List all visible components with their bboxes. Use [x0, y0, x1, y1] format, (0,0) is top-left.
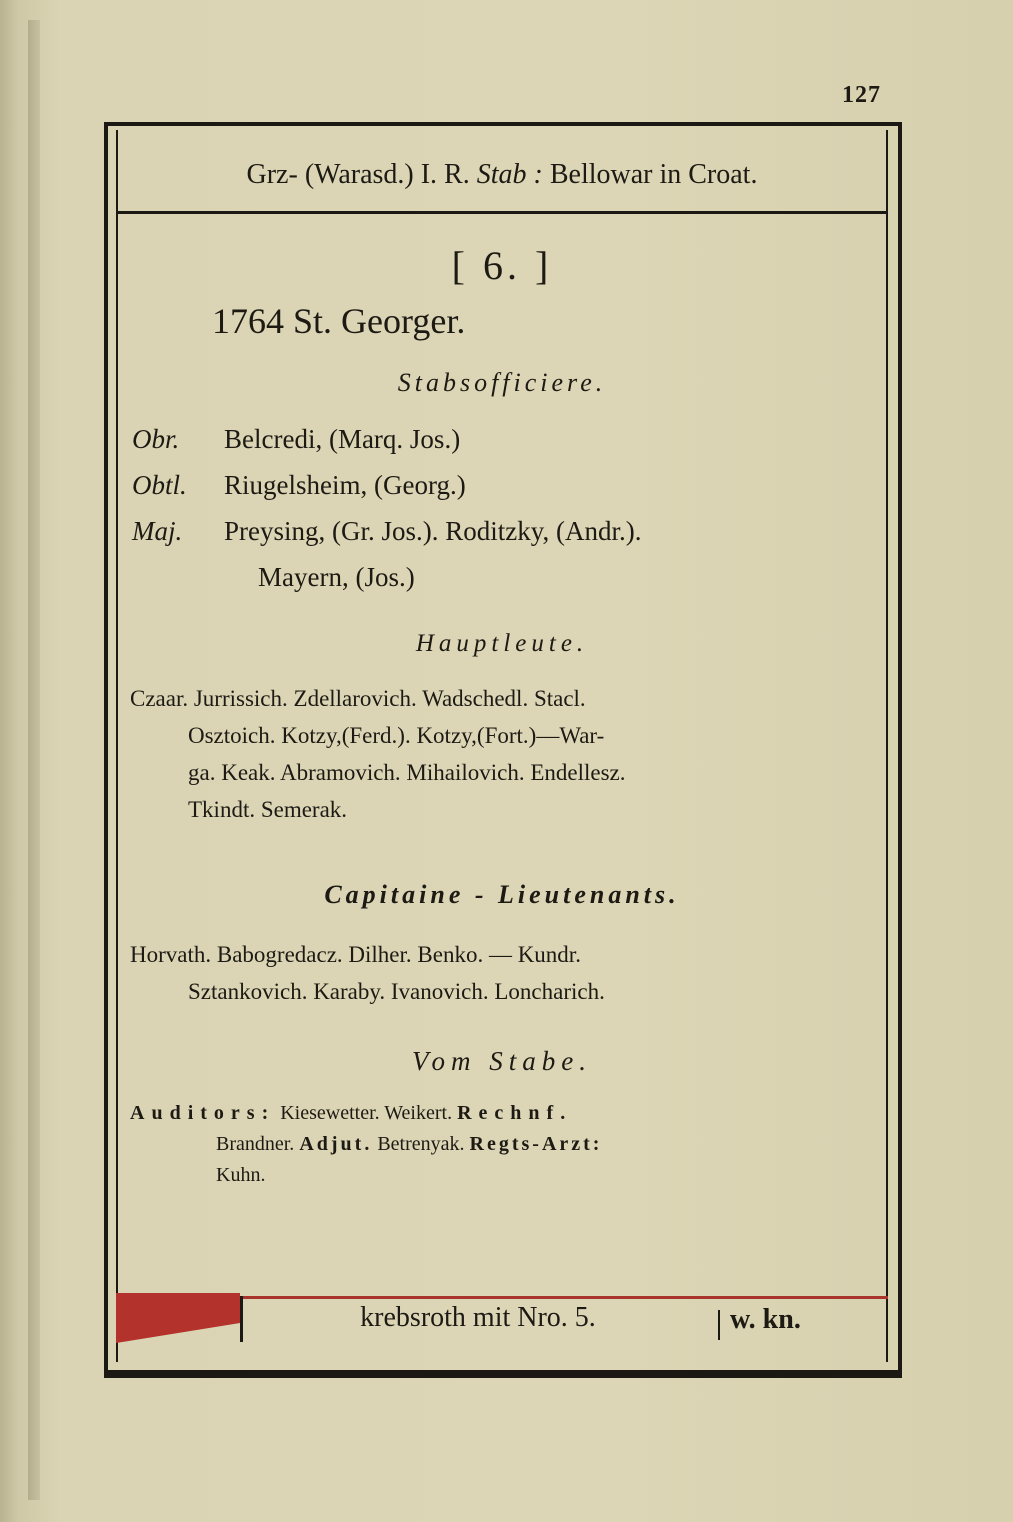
auditors-names: Kiesewetter. Weikert.	[280, 1102, 453, 1124]
header-stab-label: Stab :	[476, 158, 543, 190]
officer-rank: Obr.	[132, 424, 180, 454]
vom-stabe-title: Vom Stabe.	[412, 1046, 592, 1076]
page-number: 127	[842, 82, 881, 108]
hauptleute-line: Czaar. Jurrissich. Zdellarovich. Wadschedl. Stacl.	[130, 686, 586, 711]
regiment-number: [ 6. ]	[451, 243, 553, 288]
corps-name: 1764 St. Georger.	[212, 301, 466, 341]
capitaine-line: Horvath. Babogredacz. Dilher. Benko. — Kundr.	[130, 942, 581, 967]
hauptleute-line: Osztoich. Kotzy,(Ferd.). Kotzy,(Fort.)—War-	[188, 723, 605, 748]
facing-description: krebsroth mit Nro. 5.	[360, 1302, 596, 1333]
hauptleute-line: ga. Keak. Abramovich. Mihailovich. Endellesz.	[188, 760, 626, 785]
capitaine-lieutenants-title: Capitaine - Lieutenants.	[324, 880, 680, 909]
vom-stabe-line	[130, 1098, 870, 1129]
header-location: Bellowar in Croat.	[549, 158, 758, 190]
officer-row	[132, 516, 641, 547]
regts-arzt-label: Regts-Arzt:	[469, 1133, 603, 1155]
header-prefix: Grz- (Warasd.) I. R.	[246, 158, 470, 190]
vom-stabe-line	[130, 1129, 870, 1160]
hauptleute-line: Tkindt. Semerak.	[188, 797, 348, 822]
rechnf-label: Rechnf.	[457, 1102, 573, 1124]
book-spine-shadow	[28, 20, 40, 1500]
hauptleute-list	[130, 680, 870, 828]
regiment-header	[116, 138, 888, 214]
auditors-label: Auditors:	[130, 1102, 276, 1124]
hauptleute-title: Hauptleute.	[415, 630, 589, 657]
officer-rank: Obtl.	[132, 470, 187, 500]
adjut-name: Betrenyak.	[377, 1133, 465, 1155]
officer-row	[132, 424, 460, 455]
adjut-label: Adjut.	[299, 1133, 373, 1155]
capitaine-line: Sztankovich. Karaby. Ivanovich. Loncharich.	[188, 979, 605, 1004]
rechnf-name: Brandner.	[216, 1133, 295, 1155]
vom-stabe-list	[130, 1098, 870, 1191]
officer-continuation: Mayern, (Jos.)	[258, 562, 415, 592]
officer-names: Riugelsheim, (Georg.)	[224, 470, 466, 500]
button-color: w. kn.	[730, 1304, 801, 1335]
stabsofficiere-title: Stabsofficiere.	[397, 368, 607, 397]
officer-names: Belcredi, (Marq. Jos.)	[224, 424, 461, 454]
capitaine-lieutenants-list	[130, 936, 870, 1010]
officer-row	[132, 470, 466, 501]
officer-rank: Maj.	[132, 516, 183, 546]
footer-divider	[718, 1310, 720, 1340]
vom-stabe-line: Kuhn.	[216, 1164, 266, 1186]
bottom-rule	[104, 1370, 902, 1378]
officer-names: Preysing, (Gr. Jos.). Roditzky, (Andr.).	[224, 516, 642, 546]
